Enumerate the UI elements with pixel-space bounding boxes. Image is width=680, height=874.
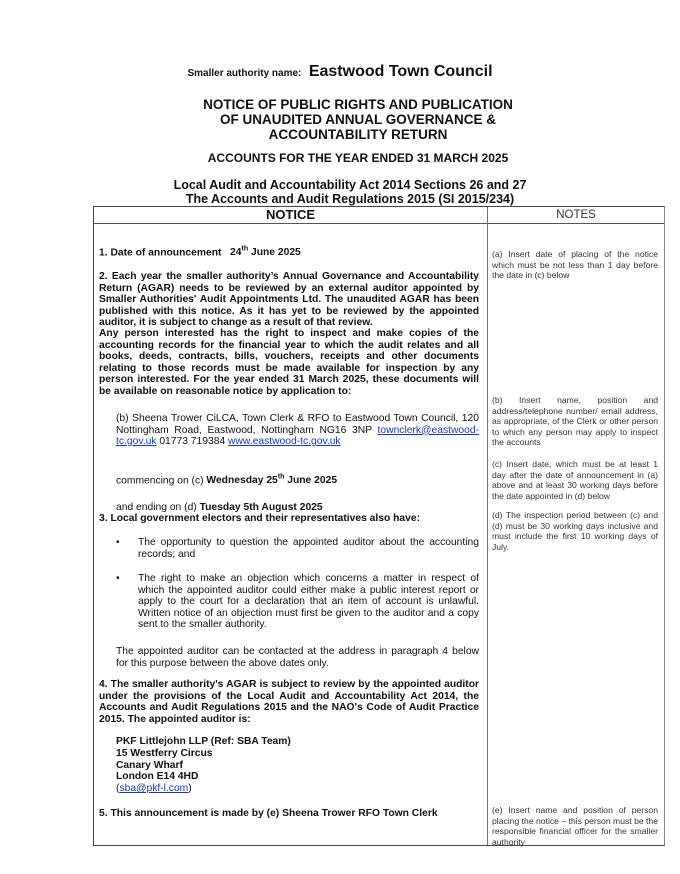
note-b: (b) Insert name, position and address/telephone number/ email address, as appropriate, of the Clerk or other person to which any person may apply to inspect the accounts [492, 395, 658, 447]
ending-date: Tuesday 5th August 2025 [199, 502, 323, 513]
authority-name: Eastwood Town Council [308, 63, 493, 80]
date-month-year: June 2025 [248, 247, 301, 259]
address-line: 15 Westferry Circus [116, 747, 213, 759]
notice-title [0, 97, 680, 142]
address-line: Canary Wharf [116, 759, 183, 771]
authority-label: Smaller authority name: [187, 68, 302, 79]
title-line: OF UNAUDITED ANNUAL GOVERNANCE & [219, 112, 496, 127]
section-5-announcement-by [99, 808, 479, 820]
section-2-paragraph-2: Any person interested has the right to inspect and make copies of the accounting records for the financial year to which the audit relates and all books, deeds, contracts, bills, vouchers, receipts and other documents relating to those records must be made available for inspection by any person interested. For the year ended 31 March 2025, these documents will be available on reasonable notice by application to: [99, 328, 479, 397]
commencing-date-line [116, 472, 479, 487]
ending-date-line [116, 502, 479, 514]
auditor-contact-note: The appointed auditor can be contacted at the address in paragraph 4 below for this purpose between the above dates only. [116, 646, 479, 669]
ending-label: and ending on (d) [116, 502, 200, 513]
contact-text: (b) Sheena Trower CiLCA, Town Clerk & RFO to Eastwood Town Council, 120 Nottingham Road, Eastwood, Nottingham NG16 3NP [116, 413, 479, 436]
section-1-date-of-announcement [99, 244, 479, 259]
title-line: ACCOUNTABILITY RETURN [268, 127, 448, 142]
legislation-references [0, 178, 680, 206]
notes-column-header: NOTES [556, 209, 596, 221]
date-suffix: th [241, 246, 249, 253]
section-2-paragraph-1: 2. Each year the smaller authority’s Annual Governance and Accountability Return (AGAR) needs to be reviewed by an external auditor appointed by Smaller Authorities' Audit Appointments Ltd. The unaudited AGAR has been published with this notice. As it has yet to be reviewed by the appointed auditor, it is subject to change as a result of that review. [99, 271, 479, 328]
auditor-address [116, 736, 479, 795]
notice-table [93, 206, 665, 846]
note-c: (c) Insert date, which must be at least 1 day after the date of announcement in (a) above and at least 30 working days before the date appointed in (d) below [492, 459, 658, 501]
address-line: London E14 4HD [116, 771, 199, 783]
authority-name-line [0, 63, 680, 81]
accounts-year-subtitle: ACCOUNTS FOR THE YEAR ENDED 31 MARCH 2025 [207, 151, 509, 165]
commencing-month-year: June 2025 [284, 475, 338, 487]
section-5-label: 5. This announcement is made by (e) [99, 808, 283, 819]
contact-website-link[interactable]: www.eastwood-tc.gov.uk [228, 436, 341, 447]
inspection-contact-details [116, 413, 479, 448]
bullet-icon: • [116, 573, 120, 584]
act-line: The Accounts and Audit Regulations 2015 (SI 2015/234) [185, 192, 515, 206]
bullet-icon: • [116, 537, 120, 548]
bullet-text: The right to make an objection which concerns a matter in respect of which the appointed auditor could either make a public interest report or apply to the court for a declaration that an item of account is unlawful. Written notice of an objection must first be given to the auditor and a copy sent to the smaller authority. [138, 573, 479, 630]
header-row-divider [94, 223, 664, 224]
auditor-email-line: (sba@pkf-l.com) [116, 783, 192, 795]
note-e: (e) Insert name and position of person placing the notice – this person must be the responsible financial officer for the smaller authority [492, 805, 658, 847]
commencing-day: Wednesday 25 [206, 475, 278, 487]
contact-phone: 01773 719384 [156, 436, 229, 447]
commencing-label: commencing on (c) [116, 475, 207, 487]
section-1-label: 1. Date of announcement [99, 247, 222, 259]
act-line: Local Audit and Accountability Act 2014 Sections 26 and 27 [173, 178, 527, 192]
title-line: NOTICE OF PUBLIC RIGHTS AND PUBLICATION [203, 97, 513, 112]
contact-email-link[interactable]: townclerk@eastwood-tc.gov.uk [116, 424, 479, 447]
announcer-name: Sheena Trower RFO Town Clerk [282, 808, 438, 819]
commencing-suffix: th [277, 474, 285, 481]
address-line: PKF Littlejohn LLP (Ref: SBA Team) [116, 736, 291, 747]
announcement-date [230, 247, 301, 258]
auditor-email-link[interactable]: sba@pkf-l.com [119, 783, 189, 795]
commencing-date [206, 475, 337, 486]
note-a: (a) Insert date of placing of the notice which must be not less than 1 day before the date in (c) below [492, 249, 658, 280]
date-day: 24 [230, 247, 242, 259]
column-divider [487, 207, 488, 845]
notice-column-header: NOTICE [265, 207, 316, 222]
note-d: (d) The inspection period between (c) and (d) must be 30 working days inclusive and must include the first 10 working days of July. [492, 510, 658, 552]
bullet-text: The opportunity to question the appointed auditor about the accounting records; and [138, 537, 479, 560]
section-3-heading: 3. Local government electors and their representatives also have: [99, 513, 421, 524]
section-4-text: 4. The smaller authority's AGAR is subject to review by the appointed auditor under the provisions of the Local Audit and Accountability Act 2014, the Accounts and Audit Regulations 2015 and the NAO's Code of Audit Practice 2015. The appointed auditor is: [99, 679, 479, 725]
